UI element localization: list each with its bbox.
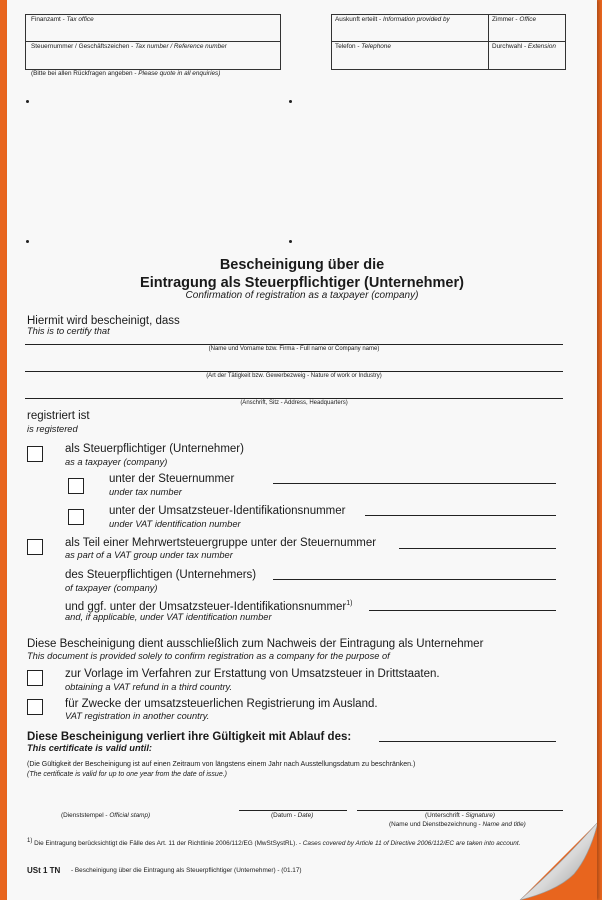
opt1a-en: under tax number bbox=[109, 487, 182, 497]
address-caption: (Anschrift, Sitz - Address, Headquarters) bbox=[240, 400, 348, 406]
signature-caption: (Unterschrift - Signature) bbox=[425, 812, 495, 819]
window-mark bbox=[26, 240, 29, 243]
name-field[interactable] bbox=[25, 344, 563, 345]
registered-de: registriert ist bbox=[27, 410, 90, 422]
group-taxpayer-field[interactable] bbox=[273, 579, 556, 580]
validity-note-en: (The certificate is valid for up to one year from the date of issue.) bbox=[27, 771, 227, 778]
group-vat-id-field[interactable] bbox=[369, 610, 556, 611]
title-subtitle: Confirmation of registration as a taxpayer (company) bbox=[185, 290, 419, 301]
title-line-1: Bescheinigung über die bbox=[219, 257, 385, 273]
checkbox-vat-id[interactable] bbox=[68, 509, 84, 525]
purpose-p2-de: für Zwecke der umsatzsteuerlichen Registrierung im Ausland. bbox=[65, 698, 378, 710]
validity-en: This certificate is valid until: bbox=[27, 743, 153, 753]
info-label: Auskunft erteilt - Information provided by bbox=[335, 16, 450, 23]
checkbox-registration[interactable] bbox=[27, 699, 43, 715]
vat-id-field[interactable] bbox=[365, 515, 556, 516]
checkbox-taxpayer[interactable] bbox=[27, 446, 43, 462]
phone-label: Telefon - Telephone bbox=[335, 43, 391, 50]
footnote: $^{1)}$ Die Eintragung berücksichtigt die Fälle des Art. 11 der Richtlinie 2006/112/EG (MwStSystRL). - Cases covered by Article 11 of Directive 2006/112/EC are taken into account. bbox=[27, 838, 521, 848]
certify-en: This is to certify that bbox=[27, 326, 110, 336]
tax-number-label: Steuernummer / Geschäftszeichen - Tax number / Reference number bbox=[31, 43, 227, 50]
opt2b-en: and, if applicable, under VAT identification number bbox=[65, 612, 272, 622]
group-tax-number-field[interactable] bbox=[399, 548, 556, 549]
purpose-p1-de: zur Vorlage im Verfahren zur Erstattung von Umsatzsteuer in Drittstaaten. bbox=[65, 668, 440, 680]
opt1-en: as a taxpayer (company) bbox=[65, 457, 168, 467]
purpose-en: This document is provided solely to confirm registration as a company for the purpose of bbox=[27, 651, 390, 661]
activity-field[interactable] bbox=[25, 371, 563, 372]
validity-date-field[interactable] bbox=[379, 741, 556, 742]
document-page bbox=[7, 0, 597, 900]
form-description: - Bescheinigung über die Eintragung als Steuerpflichtiger (Unternehmer) - (01.17) bbox=[71, 867, 302, 874]
address-field[interactable] bbox=[25, 398, 563, 399]
purpose-p2-en: VAT registration in another country. bbox=[65, 711, 210, 721]
room-label: Zimmer - Office bbox=[492, 16, 537, 23]
opt2a-en: of taxpayer (company) bbox=[65, 583, 158, 593]
window-mark bbox=[289, 240, 292, 243]
validity-note-de: (Die Gültigkeit der Bescheinigung ist auf einen Zeitraum von längstens einem Jahr nach Ausstellungsdatum zu beschränken.) bbox=[27, 761, 416, 768]
opt1-de: als Steuerpflichtiger (Unternehmer) bbox=[65, 443, 244, 455]
title-line-2: Eintragung als Steuerpflichtiger (Unternehmer) bbox=[140, 275, 464, 291]
date-caption: (Datum - Date) bbox=[271, 812, 314, 819]
opt2a-de: des Steuerpflichtigen (Unternehmers) bbox=[65, 569, 257, 581]
registered-en: is registered bbox=[27, 424, 78, 434]
name-caption: (Name und Vorname bzw. Firma - Full name or Company name) bbox=[208, 346, 380, 352]
opt2-en: as part of a VAT group under tax number bbox=[65, 550, 233, 560]
quote-note: (Bitte bei allen Rückfragen angeben - Please quote in all enquiries) bbox=[31, 70, 221, 77]
date-field[interactable] bbox=[239, 810, 347, 811]
form-id: USt 1 TN bbox=[27, 866, 61, 875]
window-mark bbox=[26, 100, 29, 103]
purpose-de: Diese Bescheinigung dient ausschließlich zum Nachweis der Eintragung als Unternehmer bbox=[27, 638, 484, 650]
signature-field[interactable] bbox=[357, 810, 563, 811]
stamp-caption: (Dienststempel - Official stamp) bbox=[61, 812, 151, 819]
opt2b-de: und ggf. unter der Umsatzsteuer-Identifikationsnummer$^{1)}$ bbox=[65, 600, 353, 613]
tax-number-field[interactable] bbox=[273, 483, 556, 484]
tax-office-label: Finanzamt - Tax office bbox=[31, 16, 94, 23]
purpose-p1-en: obtaining a VAT refund in a third country. bbox=[65, 682, 233, 692]
opt2-de: als Teil einer Mehrwertsteuergruppe unter der Steuernummer bbox=[65, 537, 377, 549]
name-title-caption: (Name und Dienstbezeichnung - Name and title) bbox=[389, 821, 526, 828]
opt1b-de: unter der Umsatzsteuer-Identifikationsnummer bbox=[109, 505, 346, 517]
checkbox-refund[interactable] bbox=[27, 670, 43, 686]
window-mark bbox=[289, 100, 292, 103]
checkbox-vat-group[interactable] bbox=[27, 539, 43, 555]
extension-label: Durchwahl - Extension bbox=[492, 43, 556, 50]
checkbox-tax-number[interactable] bbox=[68, 478, 84, 494]
validity-de: Diese Bescheinigung verliert ihre Gültigkeit mit Ablauf des: bbox=[27, 731, 352, 743]
activity-caption: (Art der Tätigkeit bzw. Gewerbezweig - Nature of work or Industry) bbox=[206, 373, 382, 379]
opt1b-en: under VAT identification number bbox=[109, 519, 241, 529]
opt1a-de: unter der Steuernummer bbox=[109, 473, 235, 485]
certify-de: Hiermit wird bescheinigt, dass bbox=[27, 315, 180, 327]
page-curl bbox=[518, 820, 597, 900]
